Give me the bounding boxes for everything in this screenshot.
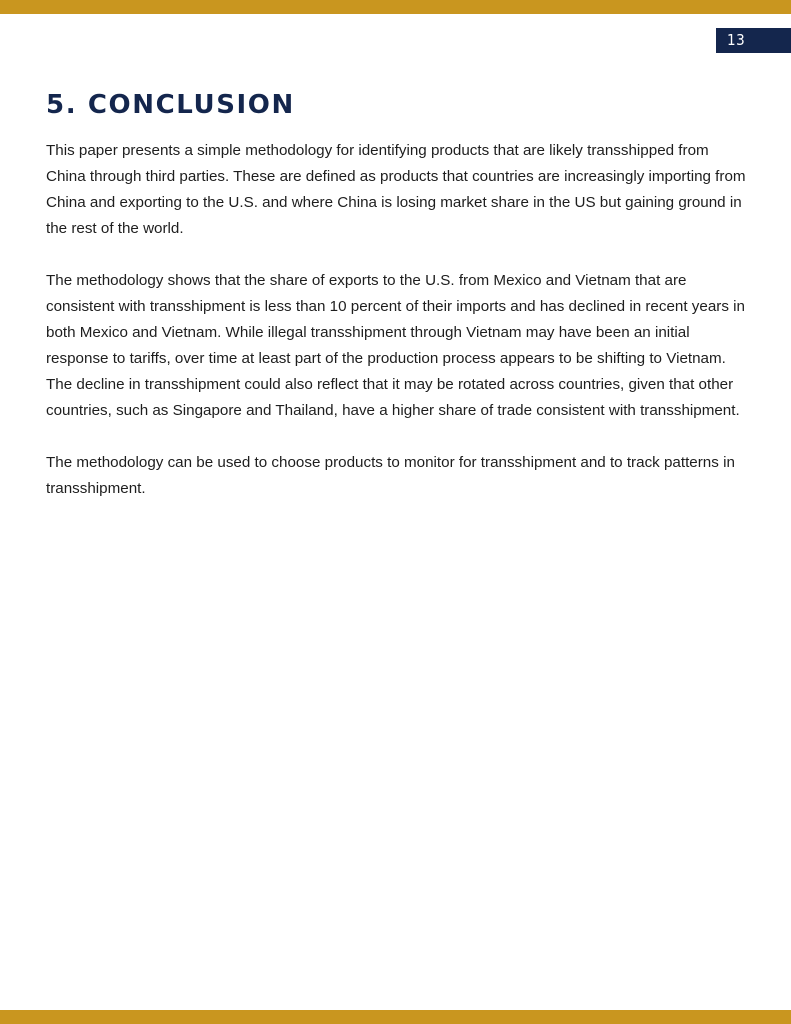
bottom-accent-bar	[0, 1010, 791, 1024]
paragraph: This paper presents a simple methodology for identifying products that are likely transshipped from China through third parties. These are defined as products that countries are increasingly importing from China and exporting to the U.S. and where China is losing market share in the US but gaining ground in the rest of the world.	[46, 142, 746, 237]
section-body	[46, 138, 751, 528]
page-number: 13	[716, 28, 791, 53]
paragraph: The methodology can be used to choose products to monitor for transshipment and to track patterns in transshipment.	[46, 454, 735, 497]
section-heading: 5. CONCLUSION	[46, 90, 295, 120]
top-accent-bar	[0, 0, 791, 14]
paragraph: The methodology shows that the share of exports to the U.S. from Mexico and Vietnam that are consistent with transshipment is less than 10 percent of their imports and has declined in recent years in both Mexico and Vietnam. While illegal transshipment through Vietnam may have been an initial response to tariffs, over time at least part of the production process appears to be shifting to Vietnam. The decline in transshipment could also reflect that it may be rotated across countries, given that other countries, such as Singapore and Thailand, have a higher share of trade consistent with transshipment.	[46, 272, 745, 419]
